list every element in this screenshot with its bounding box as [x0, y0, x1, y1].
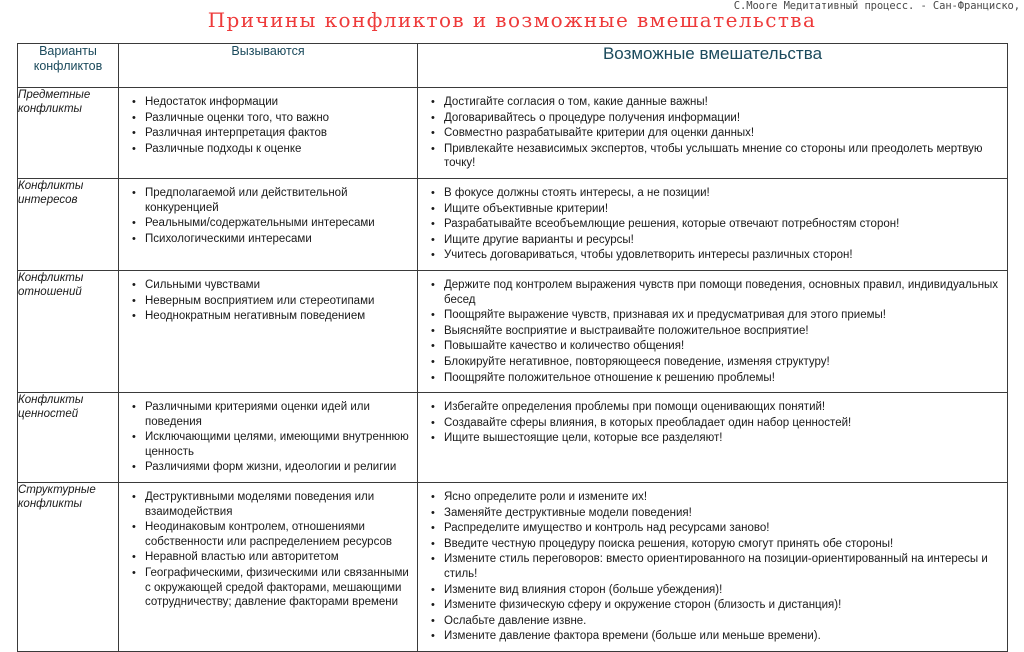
list-item-text: Ясно определите роли и измените их! — [444, 491, 648, 504]
table-row — [18, 178, 1008, 270]
table-body — [18, 88, 1008, 652]
list-item-text: Ищите вышестоящие цели, которые все разделяют! — [444, 432, 723, 445]
list-item — [418, 278, 1001, 307]
list-item-text: Заменяйте деструктивные модели поведения! — [444, 506, 692, 519]
list-item-text: Ищите другие варианты и ресурсы! — [444, 233, 634, 246]
list-item-text: Реальными/содержательными интересами — [145, 217, 375, 230]
list-item-text: Измените физическую сферу и окружение сторон (близость и дистанция)! — [444, 599, 842, 612]
conflict-type-line1: Конфликты — [18, 271, 84, 284]
interventions-cell — [418, 483, 1008, 652]
bullet-icon: • — [132, 567, 136, 580]
list-item — [418, 552, 1001, 581]
interventions-cell — [418, 270, 1008, 392]
list-item-text: Разрабатывайте всеобъемлющие решения, которые отвечают потребностям сторон! — [444, 218, 900, 231]
list-item — [418, 142, 1001, 171]
list-item-text: Блокируйте негативное, повторяющееся поведение, изменяя структуру! — [444, 355, 830, 368]
bullet-icon: • — [132, 186, 136, 199]
bullet-icon: • — [431, 111, 435, 124]
page-title: Причины конфликтов и возможные вмешательства — [207, 8, 817, 32]
list-item-text: В фокусе должны стоять интересы, а не позиции! — [444, 186, 710, 199]
conflict-type-line2: интересов — [18, 193, 78, 206]
bullet-icon: • — [431, 96, 435, 108]
list-item — [119, 95, 411, 110]
list-item — [418, 537, 1001, 552]
list-item-text: Измените давление фактора времени (больше или меньше времени). — [444, 630, 821, 643]
list-item — [119, 460, 411, 475]
bullet-icon: • — [431, 599, 435, 612]
bullet-icon: • — [132, 217, 136, 230]
list-item — [418, 490, 1001, 505]
list-item-text: Выясняйте восприятие и выстраивайте положительное восприятие! — [444, 324, 809, 337]
bullet-icon: • — [431, 583, 435, 596]
conflict-type-line2: ценностей — [18, 408, 79, 421]
conflict-type-line1: Конфликты — [18, 179, 84, 192]
bullet-icon: • — [132, 310, 136, 323]
list-item-text: Избегайте определения проблемы при помощи оценивающих понятий! — [444, 401, 826, 414]
causes-list — [119, 483, 417, 617]
conflict-type-cell — [18, 270, 119, 392]
conflict-type-line1: Предметные — [18, 89, 91, 101]
list-item — [119, 309, 411, 324]
bullet-icon: • — [132, 232, 136, 245]
list-item-text: Повышайте качество и количество общения! — [444, 340, 685, 353]
running-head: C.Moore Медитативный процесс. - Сан-Франциско, — [733, 0, 1020, 12]
bullet-icon: • — [431, 142, 435, 155]
list-item — [119, 111, 411, 126]
bullet-icon: • — [431, 630, 435, 643]
causes-cell — [119, 178, 418, 270]
list-item-text: Сильными чувствами — [145, 278, 261, 291]
bullet-icon: • — [431, 233, 435, 246]
conflict-type-cell — [18, 88, 119, 179]
conflict-type-cell — [18, 483, 119, 652]
bullet-icon: • — [431, 340, 435, 353]
interventions-list — [418, 271, 1007, 392]
bullet-icon: • — [431, 401, 435, 414]
list-item-text: Неоднократным негативным поведением — [145, 310, 366, 323]
list-item — [418, 248, 1001, 263]
bullet-icon: • — [132, 278, 136, 291]
list-item-text: Измените стиль переговоров: вместо ориентированного на позиции-ориентированный на интересы и стиль! — [444, 553, 988, 581]
table-row — [18, 270, 1008, 392]
list-item-text: Достигайте согласия о том, какие данные важны! — [444, 96, 708, 108]
list-item — [418, 324, 1001, 339]
list-item-text: Ищите объективные критерии! — [444, 202, 609, 215]
conflict-type-line2: отношений — [18, 285, 82, 298]
causes-list — [119, 88, 417, 163]
list-item — [418, 126, 1001, 141]
interventions-cell — [418, 178, 1008, 270]
list-item-text: Недостаток информации — [145, 96, 279, 108]
causes-list — [119, 393, 417, 482]
list-item — [418, 95, 1001, 110]
list-item — [119, 126, 411, 141]
bullet-icon: • — [132, 491, 136, 504]
bullet-icon: • — [431, 491, 435, 504]
conflict-type-cell — [18, 178, 119, 270]
conflict-type-line2: конфликты — [18, 103, 82, 115]
bullet-icon: • — [431, 553, 435, 566]
bullet-icon: • — [132, 111, 136, 124]
list-item — [119, 566, 411, 610]
list-item — [418, 521, 1001, 536]
column-header-interventions: Возможные вмешательства — [418, 44, 1008, 88]
bullet-icon: • — [431, 432, 435, 445]
causes-list — [119, 271, 417, 331]
bullet-icon: • — [132, 431, 136, 444]
table-row — [18, 88, 1008, 179]
list-item-text: Введите честную процедуру поиска решения, которую смогут принять обе стороны! — [444, 537, 894, 550]
causes-cell — [119, 483, 418, 652]
list-item-text: Предполагаемой или действительной конкуренцией — [145, 186, 348, 214]
list-item-text: Исключающими целями, имеющими внутреннюю ценность — [145, 431, 409, 458]
causes-cell — [119, 270, 418, 392]
interventions-list — [418, 88, 1007, 178]
interventions-cell — [418, 88, 1008, 179]
list-item — [418, 186, 1001, 201]
bullet-icon: • — [431, 355, 435, 368]
list-item-text: Неравной властью или авторитетом — [145, 551, 339, 564]
list-item — [119, 216, 411, 231]
list-item — [418, 308, 1001, 323]
list-item-text: Психологическими интересами — [145, 232, 312, 245]
list-item-text: Создавайте сферы влияния, в которых преобладает один набор ценностей! — [444, 416, 852, 429]
list-item-text: Неверным восприятием или стереотипами — [145, 294, 375, 307]
list-item — [418, 233, 1001, 248]
list-item — [418, 355, 1001, 370]
bullet-icon: • — [132, 294, 136, 307]
bullet-icon: • — [431, 324, 435, 337]
conflict-type-cell — [18, 393, 119, 483]
table-row — [18, 483, 1008, 652]
bullet-icon: • — [431, 202, 435, 215]
list-item — [119, 186, 411, 215]
list-item — [418, 202, 1001, 217]
list-item-text: Различная интерпретация фактов — [145, 127, 327, 140]
list-item-text: Поощряйте выражение чувств, признавая их и предусматривая для этого приемы! — [444, 309, 886, 322]
bullet-icon: • — [132, 521, 136, 534]
list-item-text: Различные подходы к оценке — [145, 142, 302, 155]
bullet-icon: • — [132, 96, 136, 108]
column-header-conflict-type-line2: конфликтов — [33, 59, 103, 73]
list-item — [418, 111, 1001, 126]
bullet-icon: • — [431, 218, 435, 231]
causes-cell — [119, 393, 418, 483]
conflict-type-line2: конфликты — [18, 498, 82, 511]
list-item — [119, 400, 411, 429]
bullet-icon: • — [431, 186, 435, 199]
list-item — [119, 520, 411, 549]
list-item-text: Договаривайтесь о процедуре получения информации! — [444, 111, 741, 124]
bullet-icon: • — [431, 278, 435, 291]
list-item — [119, 430, 411, 459]
list-item-text: Деструктивными моделями поведения или взаимодействия — [145, 491, 375, 518]
causes-list — [119, 179, 417, 253]
list-item — [418, 217, 1001, 232]
list-item — [418, 339, 1001, 354]
bullet-icon: • — [431, 537, 435, 550]
list-item — [418, 431, 1001, 446]
list-item-text: Измените вид влияния сторон (больше убеждения)! — [444, 583, 723, 596]
list-item — [119, 294, 411, 309]
conflict-type-line1: Структурные — [18, 484, 96, 497]
list-item — [119, 278, 411, 293]
interventions-list — [418, 483, 1007, 651]
list-item-text: Неодинаковым контролем, отношениями собственности или распределением ресурсов — [145, 521, 392, 548]
column-header-causes: Вызываются — [119, 44, 418, 88]
list-item — [119, 550, 411, 565]
table-row — [18, 393, 1008, 483]
list-item — [418, 400, 1001, 415]
list-item-text: Держите под контролем выражения чувств при помощи поведения, основных правил, индивидуальных бесед — [444, 278, 999, 306]
list-item-text: Различными критериями оценки идей или поведения — [145, 401, 370, 428]
bullet-icon: • — [132, 127, 136, 140]
bullet-icon: • — [431, 614, 435, 627]
list-item-text: Ослабьте давление извне. — [444, 614, 587, 627]
bullet-icon: • — [431, 127, 435, 140]
list-item-text: Учитесь договариваться, чтобы удовлетворить интересы различных сторон! — [444, 249, 853, 262]
list-item — [418, 506, 1001, 521]
bullet-icon: • — [132, 401, 136, 414]
list-item-text: Географическими, физическими или связанными с окружающей средой факторами, мешающими сотрудничеству; давление факторами времени — [145, 567, 409, 609]
list-item — [119, 232, 411, 247]
list-item — [418, 371, 1001, 386]
bullet-icon: • — [431, 249, 435, 262]
interventions-cell — [418, 393, 1008, 483]
bullet-icon: • — [431, 309, 435, 322]
bullet-icon: • — [431, 522, 435, 535]
bullet-icon: • — [431, 371, 435, 384]
table-header-row — [18, 44, 1008, 88]
list-item-text: Различиями форм жизни, идеологии и религии — [145, 461, 397, 474]
list-item — [418, 598, 1001, 613]
column-header-conflict-type — [18, 44, 119, 88]
conflict-causes-table — [17, 43, 1008, 652]
list-item — [119, 142, 411, 157]
list-item-text: Привлекайте независимых экспертов, чтобы услышать мнение со стороны или преодолеть мертвую точку! — [444, 142, 983, 170]
causes-cell — [119, 88, 418, 179]
interventions-list — [418, 179, 1007, 270]
column-header-conflict-type-line1: Варианты — [39, 44, 97, 58]
bullet-icon: • — [132, 551, 136, 564]
bullet-icon: • — [431, 416, 435, 429]
conflict-type-line1: Конфликты — [18, 394, 84, 407]
bullet-icon: • — [132, 142, 136, 155]
list-item — [418, 629, 1001, 644]
list-item — [418, 416, 1001, 431]
bullet-icon: • — [132, 461, 136, 474]
bullet-icon: • — [431, 506, 435, 519]
list-item — [119, 490, 411, 519]
interventions-list — [418, 393, 1007, 453]
list-item-text: Совместно разрабатывайте критерии для оценки данных! — [444, 127, 755, 140]
list-item-text: Поощряйте положительное отношение к решению проблемы! — [444, 371, 775, 384]
list-item-text: Различные оценки того, что важно — [145, 111, 330, 124]
list-item — [418, 583, 1001, 598]
list-item — [418, 614, 1001, 629]
list-item-text: Распределите имущество и контроль над ресурсами заново! — [444, 522, 770, 535]
